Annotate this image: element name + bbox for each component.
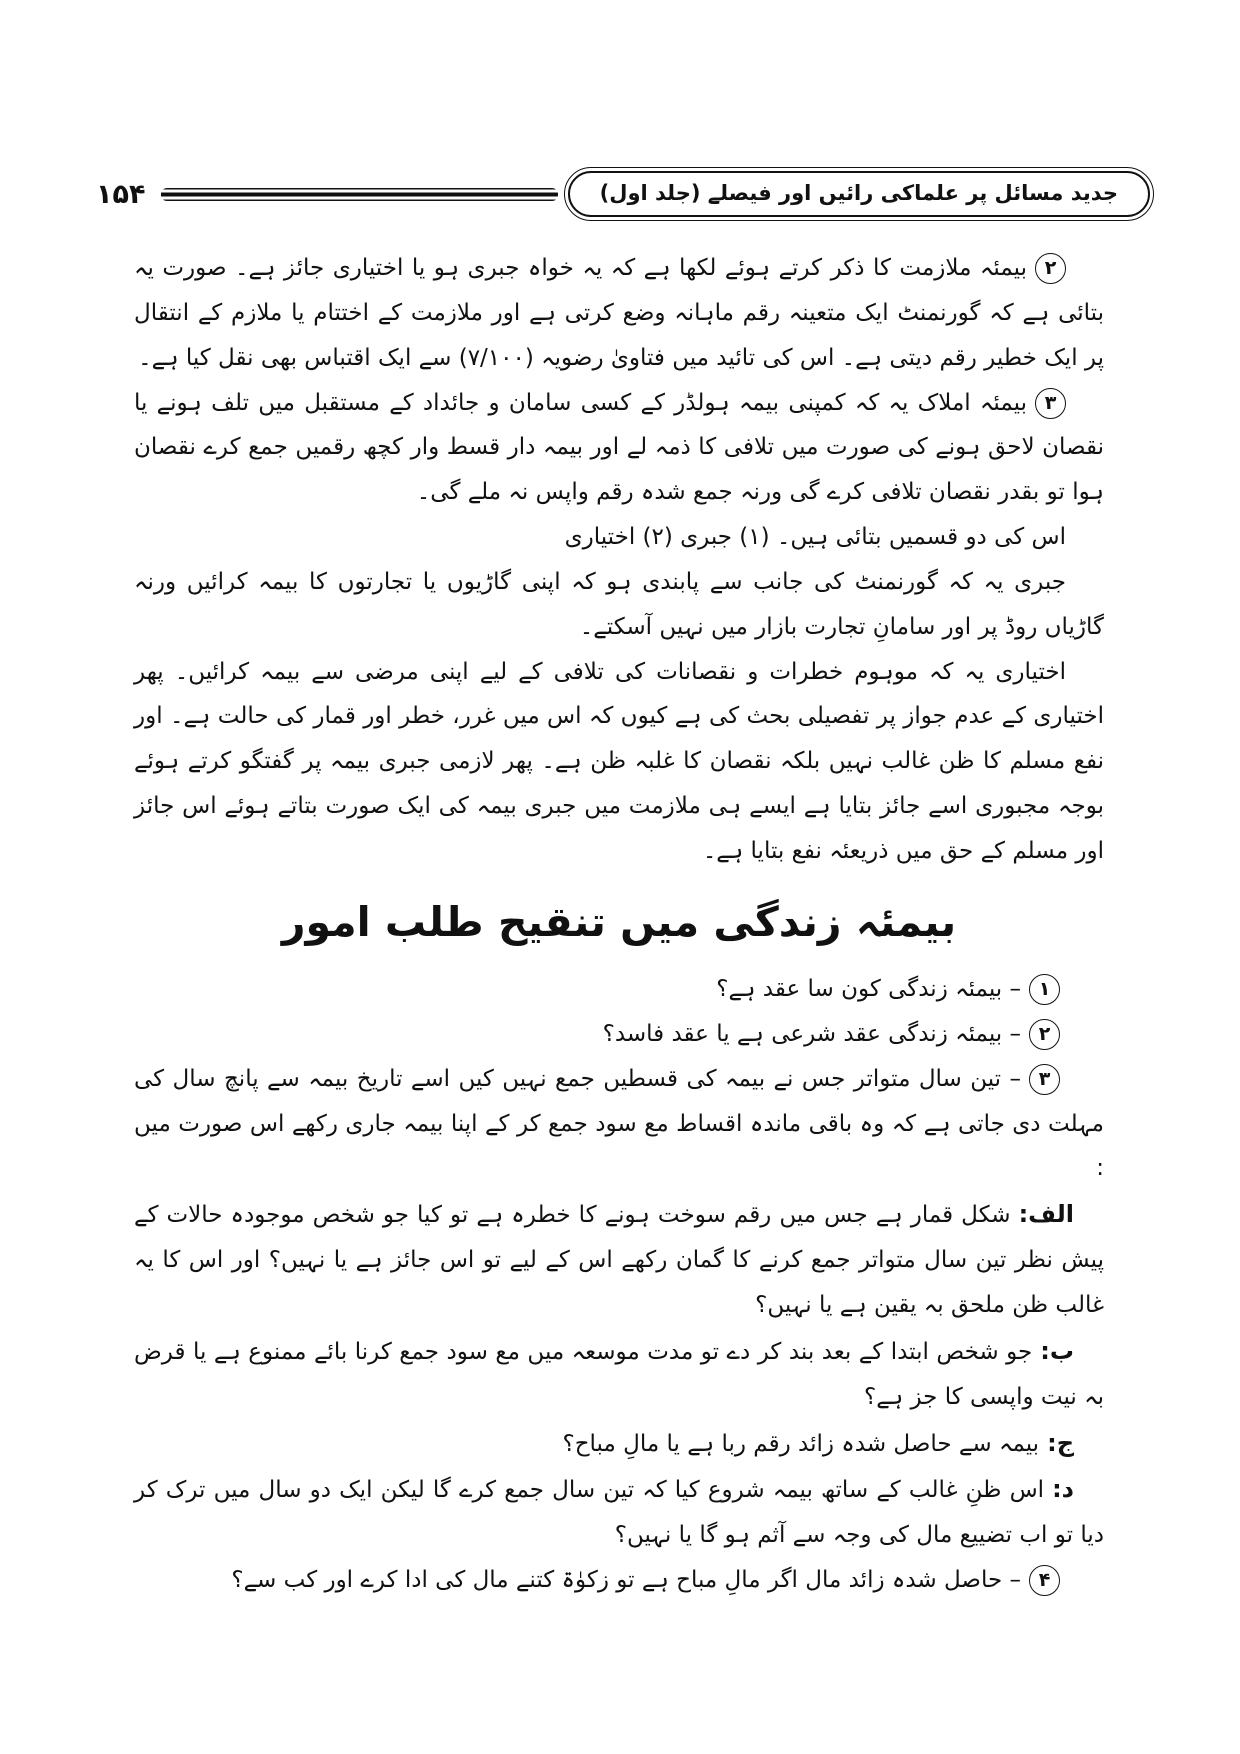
question-4-text: – حاصل شدہ زائد مال اگر مالِ مباح ہے تو زکوٰۃ کتنے مال کی ادا کرے اور کب سے؟ [231, 1567, 1021, 1594]
question-3 [134, 1057, 1104, 1192]
subitem-daal-text: اس ظنِ غالب کے ساتھ بیمہ شروع کیا کہ تین سال جمع کرے گا لیکن ایک دو سال میں ترک کر دیا تو اب تضییع مال کی وجہ سے آثم ہو گا یا نہیں؟ [134, 1477, 1104, 1549]
page-number: ۱۵۴ [96, 178, 146, 210]
header-rule [161, 188, 557, 201]
para-two-kinds: اس کی دو قسمیں بتائی ہیں۔ (۱) جبری (۲) اختیاری [564, 524, 1066, 551]
page-content [90, 220, 1150, 1603]
circled-number-q2: ۲ [1029, 1019, 1060, 1050]
section-heading: بیمئہ زندگی میں تنقیح طلب امور [281, 897, 957, 946]
subitem-alif-label: الف: [1018, 1200, 1074, 1229]
para-employment-insurance [134, 246, 1104, 381]
circled-number-q3: ۳ [1029, 1064, 1060, 1095]
circled-number-q1: ۱ [1029, 974, 1060, 1005]
subitem-be [134, 1328, 1104, 1420]
para-jabri: جبری یہ کہ گورنمنٹ کی جانب سے پابندی ہو کہ اپنی گاڑیوں یا تجارتوں کا بیمہ کرائیں ورنہ گاڑیاں روڈ پر اور سامانِ تجارت بازار میں نہیں آسکتے۔ [134, 568, 1104, 640]
circled-number-2: ۲ [1035, 253, 1066, 284]
question-1 [134, 967, 1104, 1012]
page-header [90, 168, 1150, 220]
para-property-insurance [134, 381, 1104, 516]
question-2-text: – بیمئہ زندگی عقد شرعی ہے یا عقد فاسد؟ [602, 1020, 1021, 1047]
subitem-jeem [134, 1420, 1104, 1467]
subitem-alif [134, 1191, 1104, 1328]
question-3-text: – تین سال متواتر جس نے بیمہ کی قسطیں جمع نہیں کیں اسے تاریخ بیمہ سے پانچ سال کی مہلت دی جاتی ہے کہ وہ باقی ماندہ اقساط مع سود جمع کر کے اپنا بیمہ جاری رکھے اس صورت میں : [134, 1065, 1104, 1182]
subitem-be-label: ب: [1040, 1336, 1074, 1365]
subitem-jeem-text: بیمہ سے حاصل شدہ زائد رقم ربا ہے یا مالِ مباح؟ [562, 1430, 1040, 1457]
question-2 [134, 1012, 1104, 1057]
circled-number-q4: ۴ [1029, 1565, 1060, 1596]
para-employment-text: بیمئہ ملازمت کا ذکر کرتے ہوئے لکھا ہے کہ یہ خواہ جبری ہو یا اختیاری جائز ہے۔ صورت یہ بتائی ہے کہ گورنمنٹ ایک متعینہ رقم ماہانہ وضع کرتی ہے اور ملازمت کے اختتام یا ملازم کے انتقال پر ایک خطیر رقم دیتی ہے۔ اس کی تائید میں فتاویٰ رضویہ (۷/۱۰۰) سے ایک اقتباس بھی نقل کیا ہے۔ [134, 255, 1104, 371]
circled-number-3: ۳ [1035, 388, 1066, 419]
book-title: جدید مسائل پر علماکی رائیں اور فیصلے (جلد اول) [568, 171, 1150, 216]
para-property-text: بیمئہ املاک یہ کہ کمپنی بیمہ ہولڈر کے کسی سامان و جائداد کے مستقبل میں تلف ہونے یا نقصان لاحق ہونے کی صورت میں تلافی کا ذمہ لے اور بیمہ دار قسط وار کچھ رقمیں جمع کرے نقصان ہوا تو بقدر نقصان تلافی کرے گی ورنہ جمع شدہ رقم واپس نہ ملے گی۔ [134, 389, 1104, 506]
para-ikhtiyari: اختیاری یہ کہ موہوم خطرات و نقصانات کی تلافی کے لیے اپنی مرضی سے بیمہ کرائیں۔ پھر اختیاری کے عدم جواز پر تفصیلی بحث کی ہے کیوں کہ اس میں غرر، خطر اور قمار کی حالت ہے۔ اور نفع مسلم کا ظن غالب نہیں بلکہ نقصان کا غلبہ ظن ہے۔ پھر لازمی جبری بیمہ پر گفتگو کرتے ہوئے بوجہ مجبوری اسے جائز بتایا ہے ایسے ہی ملازمت میں جبری بیمہ کی ایک صورت بتاتے ہوئے اس جائز اور مسلم کے حق میں ذریعئہ نفع بتایا ہے۔ [134, 658, 1104, 864]
subitem-alif-text: شکل قمار ہے جس میں رقم سوخت ہونے کا خطرہ ہے تو کیا جو شخص موجودہ حالات کے پیش نظر تین سال متواتر جمع کرنے کا گمان رکھے اس کے لیے تو اس جائز ہے یا نہیں؟ اور اس کا یہ غالب ظن ملحق بہ یقین ہے یا نہیں؟ [134, 1202, 1104, 1319]
subitem-jeem-label: ج: [1047, 1428, 1074, 1457]
question-4 [134, 1558, 1104, 1603]
question-1-text: – بیمئہ زندگی کون سا عقد ہے؟ [716, 976, 1021, 1003]
subitem-daal [134, 1466, 1104, 1558]
subitem-be-text: جو شخص ابتدا کے بعد بند کر دے تو مدت موسعہ میں مع سود جمع کرنا بائے ممنوع ہے یا قرض بہ نیت واپسی کا جز ہے؟ [134, 1338, 1104, 1410]
subitem-daal-label: د: [1052, 1475, 1074, 1504]
